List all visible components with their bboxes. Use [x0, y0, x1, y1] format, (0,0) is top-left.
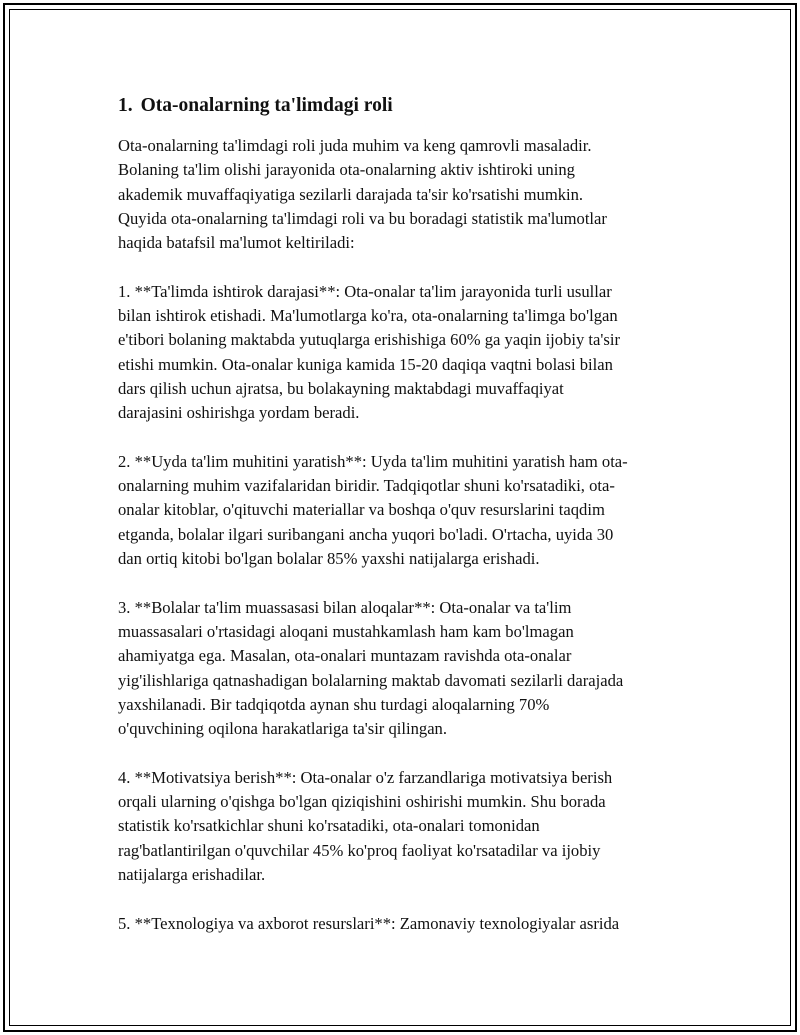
text-line: onalar kitoblar, o'qituvchi materiallar va boshqa o'quv resurslarini taqdim — [118, 500, 605, 520]
text-line: e'tibori bolaning maktabda yutuqlarga erishishiga 60% ga yaqin ijobiy ta'sir — [118, 330, 620, 350]
list-paragraph-5 — [118, 912, 690, 936]
text-line: muassasalari o'rtasidagi aloqani mustahkamlash ham kam bo'lmagan — [118, 621, 574, 641]
intro-paragraph — [118, 134, 690, 255]
text-line: 2. **Uyda ta'lim muhitini yaratish**: Uyda ta'lim muhitini yaratish ham ota- — [118, 451, 628, 471]
section-heading — [118, 92, 690, 120]
text-line: akademik muvaffaqiyatiga sezilarli darajada ta'sir ko'rsatishi mumkin. — [118, 184, 584, 204]
section-title: Ota-onalarning ta'limdagi roli — [140, 95, 393, 116]
text-line: orqali ularning o'qishga bo'lgan qiziqishini oshirishi mumkin. Shu borada — [118, 792, 606, 812]
text-line: dan ortiq kitobi bo'lgan bolalar 85% yaxshi natijalarga erishadi. — [118, 549, 540, 569]
text-line: o'quvchining oqilona harakatlariga ta'sir qilingan. — [118, 719, 448, 739]
text-line: rag'batlantirilgan o'quvchilar 45% ko'proq faoliyat ko'rsatadilar va ijobiy — [118, 840, 601, 860]
document-content — [118, 92, 690, 960]
text-line: ahamiyatga ega. Masalan, ota-onalari muntazam ravishda ota-onalar — [118, 646, 572, 666]
text-line: haqida batafsil ma'lumot keltiriladi: — [118, 233, 355, 253]
text-line: etganda, bolalar ilgari suribangani ancha yuqori bo'ladi. O'rtacha, uyida 30 — [118, 524, 614, 544]
text-line: Ota-onalarning ta'limdagi roli juda muhim va keng qamrovli masaladir. — [118, 136, 592, 155]
text-line: onalarning muhim vazifalaridan biridir. Tadqiqotlar shuni ko'rsatadiki, ota- — [118, 476, 615, 496]
text-line: dars qilish uchun ajratsa, bu bolakayning maktabdagi muvaffaqiyat — [118, 378, 564, 398]
text-line: bilan ishtirok etishadi. Ma'lumotlarga ko'ra, ota-onalarning ta'limga bo'lgan — [118, 306, 618, 326]
text-line: Bolaning ta'lim olishi jarayonida ota-onalarning aktiv ishtiroki uning — [118, 160, 575, 180]
list-paragraph-1 — [118, 280, 690, 426]
text-line: yig'ilishlariga qatnashadigan bolalarning maktab davomati sezilarli darajada — [118, 670, 624, 690]
text-line: 5. **Texnologiya va axborot resurslari**: Zamonaviy texnologiyalar asrida — [118, 913, 620, 933]
text-line: statistik ko'rsatkichlar shuni ko'rsatadiki, ota-onalari tomonidan — [118, 816, 540, 836]
list-paragraph-3 — [118, 596, 690, 742]
text-line: etishi mumkin. Ota-onalar kuniga kamida 15-20 daqiqa vaqtni bolasi bilan — [118, 354, 613, 374]
section-number: 1. — [118, 95, 133, 116]
list-paragraph-2 — [118, 450, 690, 571]
text-line: 4. **Motivatsiya berish**: Ota-onalar o'z farzandlariga motivatsiya berish — [118, 767, 613, 787]
text-line: 1. **Ta'limda ishtirok darajasi**: Ota-onalar ta'lim jarayonida turli usullar — [118, 281, 612, 301]
text-line: natijalarga erishadilar. — [118, 864, 266, 884]
text-line: yaxshilanadi. Bir tadqiqotda aynan shu turdagi aloqalarning 70% — [118, 694, 550, 714]
list-paragraph-4 — [118, 766, 690, 887]
text-line: Quyida ota-onalarning ta'limdagi roli va bu boradagi statistik ma'lumotlar — [118, 208, 607, 228]
text-line: darajasini oshirishga yordam beradi. — [118, 403, 360, 423]
text-line: 3. **Bolalar ta'lim muassasasi bilan aloqalar**: Ota-onalar va ta'lim — [118, 597, 572, 617]
